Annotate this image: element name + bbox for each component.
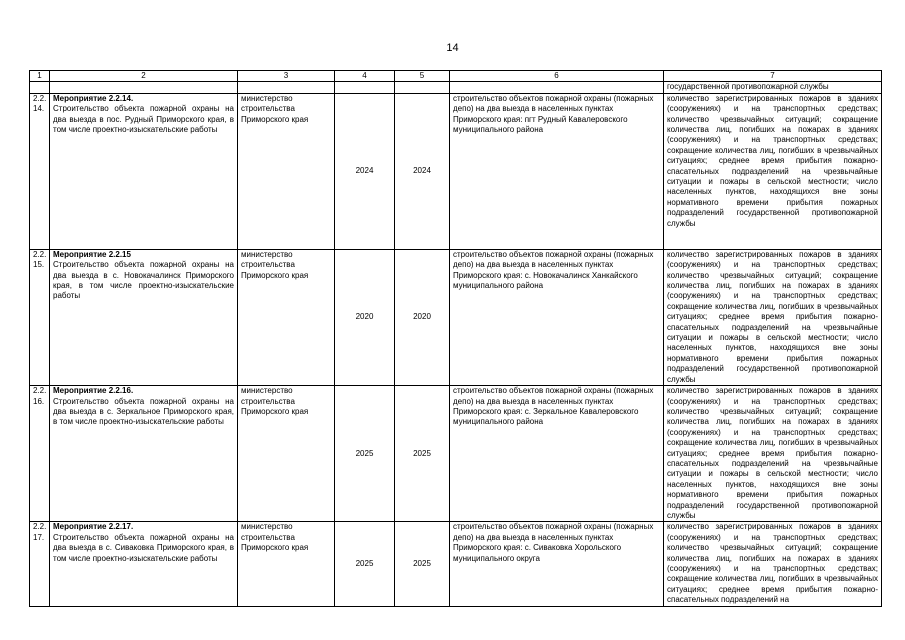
header-col-3: 3 [238, 71, 335, 82]
header-col-5: 5 [395, 71, 450, 82]
start-year: 2025 [335, 386, 395, 522]
indicators: количество зарегистрированных пожаров в зданиях (сооружениях) и на транспортных средствах; количество чрезвычайных ситуаций; сокращение количества лиц, погибших на пожарах в зданиях (сооружениях) и на транспортных средствах; сокращение количества лиц, погибших в чрезвычайных ситуациях; среднее время прибытия пожарно-спасательных подразделений на чрезвычайные ситуации и пожары в сельской местности; число населенных пунктов, находящихся вне зоны нормативного времени прибытия пожарных подразделений государственной противопожарной службы [664, 249, 882, 385]
indicators: количество зарегистрированных пожаров в зданиях (сооружениях) и на транспортных средствах; количество чрезвычайных ситуаций; сокращение количества лиц, погибших на пожарах в зданиях (сооружениях) и на транспортных средствах; сокращение количества лиц, погибших в чрезвычайных ситуациях; среднее время прибытия пожарно-спасательных подразделений на [664, 522, 882, 606]
measure-title: Мероприятие 2.2.17. [53, 522, 134, 532]
start-year: 2025 [335, 522, 395, 606]
table-row [30, 249, 882, 385]
end-year: 2024 [395, 93, 450, 249]
executor: министерство строительства Приморского края [238, 522, 335, 606]
expected-result: строительство объектов пожарной охраны (пожарных депо) на два выезда в населенных пунктах Приморского края: с. Новокачалинск Ханкайского муниципального района [450, 249, 664, 385]
expected-result: строительство объектов пожарной охраны (пожарных депо) на два выезда в населенных пунктах Приморского края: с. Сиваковка Хорольского муниципального округа [450, 522, 664, 606]
measure-description: Строительство объекта пожарной охраны на два выезда в пос. Рудный Приморского края, в том числе проектно-изыскательские работы [53, 104, 234, 135]
executor: министерство строительства Приморского края [238, 386, 335, 522]
measure-cell [50, 386, 238, 522]
continuation-text: государственной противопожарной службы [664, 82, 882, 93]
continuation-row [30, 82, 882, 93]
executor: министерство строительства Приморского края [238, 249, 335, 385]
measure-cell [50, 522, 238, 606]
measure-description: Строительство объекта пожарной охраны на два выезда в с. Зеркальное Приморского края, в том числе проектно-изыскательские работы [53, 396, 234, 427]
row-number: 2.2. 16. [30, 386, 50, 522]
expected-result: строительство объектов пожарной охраны (пожарных депо) на два выезда в населенных пунктах Приморского края: с. Зеркальное Кавалеровского муниципального района [450, 386, 664, 522]
header-col-7: 7 [664, 71, 882, 82]
header-col-6: 6 [450, 71, 664, 82]
header-col-2: 2 [50, 71, 238, 82]
executor: министерство строительства Приморского края [238, 93, 335, 249]
start-year: 2020 [335, 249, 395, 385]
indicators: количество зарегистрированных пожаров в зданиях (сооружениях) и на транспортных средствах; количество чрезвычайных ситуаций; сокращение количества лиц, погибших на пожарах в зданиях (сооружениях) и на транспортных средствах; сокращение количества лиц, погибших в чрезвычайных ситуациях; среднее время прибытия пожарно-спасательных подразделений на чрезвычайные ситуации и пожары в сельской местности; число населенных пунктов, находящихся вне зоны нормативного времени прибытия пожарных подразделений государственной противопожарной службы [664, 93, 882, 249]
row-number: 2.2. 14. [30, 93, 50, 249]
header-col-1: 1 [30, 71, 50, 82]
measure-description: Строительство объекта пожарной охраны на два выезда в с. Новокачалинск Приморского края, в том числе проектно-изыскательские работы [53, 260, 234, 301]
end-year: 2025 [395, 386, 450, 522]
expected-result: строительство объектов пожарной охраны (пожарных депо) на два выезда в населенных пунктах Приморского края: пгт Рудный Кавалеровского муниципального района [450, 93, 664, 249]
start-year: 2024 [335, 93, 395, 249]
table-row [30, 522, 882, 606]
row-number: 2.2. 17. [30, 522, 50, 606]
measure-title: Мероприятие 2.2.16. [53, 386, 134, 396]
end-year: 2025 [395, 522, 450, 606]
measure-description: Строительство объекта пожарной охраны на два выезда в с. Сиваковка Приморского края, в том числе проектно-изыскательские работы [53, 532, 234, 563]
measure-cell [50, 93, 238, 249]
page-number: 14 [446, 42, 459, 54]
end-year: 2020 [395, 249, 450, 385]
measures-table [29, 70, 882, 607]
measure-cell [50, 249, 238, 385]
measure-title: Мероприятие 2.2.15 [53, 249, 131, 259]
header-col-4: 4 [335, 71, 395, 82]
header-row [30, 71, 882, 82]
table-row [30, 386, 882, 522]
row-number: 2.2. 15. [30, 249, 50, 385]
table-row [30, 93, 882, 249]
indicators: количество зарегистрированных пожаров в зданиях (сооружениях) и на транспортных средствах; количество чрезвычайных ситуаций; сокращение количества лиц, погибших на пожарах в зданиях (сооружениях) и на транспортных средствах; сокращение количества лиц, погибших в чрезвычайных ситуациях; среднее время прибытия пожарно-спасательных подразделений на чрезвычайные ситуации и пожары в сельской местности; число населенных пунктов, находящихся вне зоны нормативного времени прибытия пожарных подразделений государственной противопожарной службы [664, 386, 882, 522]
measure-title: Мероприятие 2.2.14. [53, 93, 134, 103]
